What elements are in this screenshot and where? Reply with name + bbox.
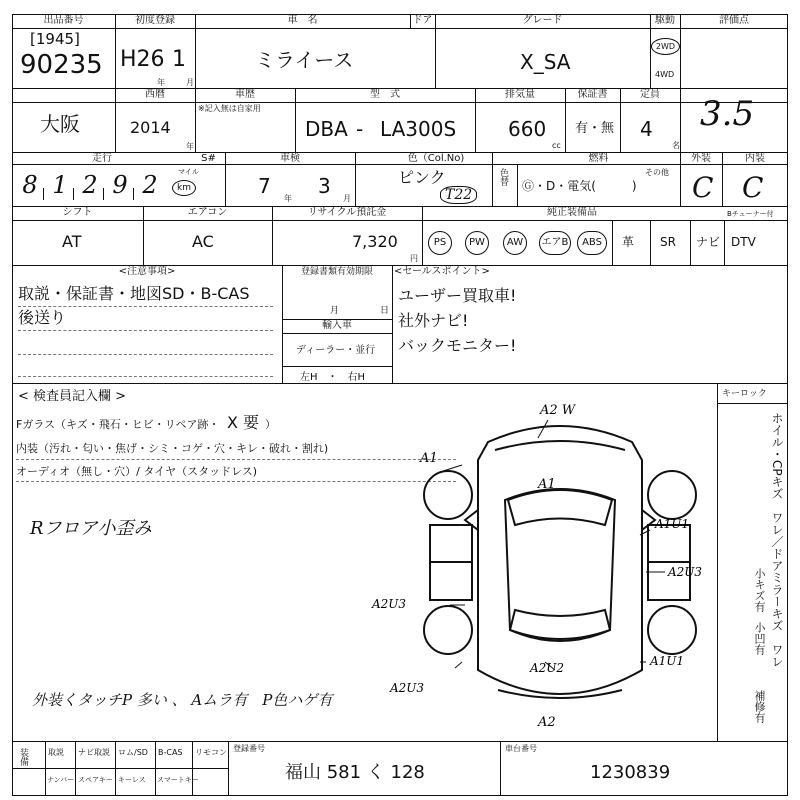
mileage-digit: 1 [52, 171, 68, 199]
drive-2wd-circled: 2WD [651, 38, 680, 55]
history-sub: ※記入無は自家用 [198, 104, 261, 113]
ac-label: エアコン [187, 207, 228, 218]
audio-line: オーディオ（無し・穴）/ タイヤ（スタッドレス) [16, 465, 258, 478]
reg-number-label: 登録番号 [233, 744, 265, 753]
equip-ps: PS [428, 231, 452, 255]
mileage-digit: 2 [82, 171, 98, 199]
handwritten-note-1: Rフロア小歪み [30, 518, 152, 539]
score-label: 評価点 [719, 15, 749, 26]
tuner-label: Bチューナー付 [727, 210, 774, 218]
footer-item-remote: リモコン [195, 748, 227, 757]
wheel-rl [424, 606, 472, 654]
note-guide [18, 354, 273, 355]
sales-label: <セールスポイント> [394, 266, 490, 277]
divider [282, 366, 392, 367]
model-prefix: DBA [305, 117, 348, 141]
car-cabin [505, 489, 615, 641]
mileage-separator [73, 188, 74, 200]
equip-navi: ナビ [696, 235, 721, 249]
equip-aw: AW [503, 231, 527, 255]
divider [12, 102, 788, 103]
divider [717, 383, 718, 741]
lot-small: [1945] [30, 30, 80, 48]
footer-item-bcas: B-CAS [158, 748, 183, 757]
insp-guide [16, 459, 456, 460]
steering-value: 左H ・ 右H [300, 372, 366, 383]
color-code: T22 [440, 186, 477, 204]
glass-line: Fガラス（キズ・飛石・ヒビ・リペア跡・ [16, 418, 220, 431]
car-rear-window [510, 610, 610, 639]
dmg-label-a2w: A2 W [540, 403, 576, 418]
divider [690, 220, 691, 265]
dmg-label-a2u2: A2U2 [530, 661, 565, 675]
divider [517, 164, 518, 206]
reg-month: 月 [330, 306, 340, 316]
mileage-separator [133, 188, 134, 200]
insp-guide [16, 481, 456, 482]
reg-day: 日 [380, 306, 390, 316]
glass-close: ） [265, 418, 276, 431]
divider [502, 220, 788, 221]
dmg-label-a2-rear: A2 [538, 715, 556, 730]
divider [155, 741, 156, 796]
dmg-label-a1-top: A1 [420, 451, 438, 466]
interior-score: C [742, 171, 764, 204]
note-guide [18, 376, 273, 377]
divider [12, 28, 788, 29]
dmg-label-a2u3-right: A2U3 [668, 565, 703, 579]
registration-label: 登録書類有効期限 [300, 267, 373, 277]
ac: AC [192, 232, 214, 251]
divider [724, 220, 725, 265]
recycle-label: リサイクル預託金 [307, 207, 387, 218]
equip-pw: PW [465, 231, 489, 255]
car-windshield [508, 490, 612, 525]
exterior-score: C [692, 171, 714, 204]
footer-item-number: ナンバー [47, 776, 75, 784]
footer-equip-label: 装備 [18, 748, 28, 766]
serial-number: 1230839 [590, 762, 671, 783]
first-reg-month: 1 [172, 47, 186, 72]
model-dash: - [356, 117, 364, 141]
person-unit: 名 [672, 141, 680, 150]
car-name: ミライース [255, 48, 354, 72]
cc-unit: cc [552, 141, 561, 150]
shift: AT [62, 232, 82, 251]
divider [717, 403, 788, 404]
dmg-label-a1-hood: A1 [538, 477, 556, 492]
inspection-year: 7 [258, 174, 271, 198]
equip-leather: 革 [622, 235, 635, 249]
warranty-value: 有・無 [575, 121, 615, 136]
unit-km-circled: km [172, 180, 196, 196]
wheel-fr [648, 471, 696, 519]
car-damage-diagram [372, 400, 710, 735]
year-western: 2014 [130, 118, 171, 137]
grade-label: グレード [522, 15, 563, 26]
capacity: 4 [640, 117, 653, 141]
fuel-other: その他 [645, 168, 669, 177]
footer-item-romsd: ロム/SD [118, 748, 148, 757]
dmg-label-a2u3-low: A2U3 [390, 681, 425, 695]
sales-line-2: 社外ナビ! [398, 311, 469, 330]
equip-sr: SR [660, 235, 676, 249]
first-reg-era: H26 [120, 47, 165, 72]
inspection-month: 3 [318, 174, 331, 198]
footer-item-keyless: キーレス [118, 776, 146, 784]
location: 大阪 [40, 112, 80, 136]
inspection-year-unit: 年 [284, 194, 292, 203]
divider [12, 741, 788, 742]
lot-label: 出品番号 [43, 15, 84, 26]
mileage-digit: 2 [142, 171, 158, 199]
drive-label: 駆動 [655, 15, 675, 26]
footer-item-navi-manual: ナビ取説 [78, 748, 110, 757]
side-legend-2: 小キズ有 [753, 568, 766, 612]
mileage-digit: 8 [22, 171, 38, 199]
color-change: 色替 [498, 168, 508, 186]
displacement-label: 排気量 [505, 89, 535, 100]
footer-item-manual: 取説 [48, 748, 64, 757]
interior-line: 内装（汚れ・匂い・焦げ・シミ・コゲ・穴・キレ・破れ・割れ) [16, 442, 329, 455]
divider [45, 741, 46, 796]
mileage-separator [43, 188, 44, 200]
fuel-options: Ⓖ・D・電気( ) [522, 179, 637, 193]
unit-mile: マイル [178, 168, 199, 176]
sales-line-1: ユーザー買取車! [398, 286, 517, 305]
recycle-amount: 7,320 [352, 232, 398, 251]
dmg-label-a2u3-left: A2U3 [372, 597, 407, 611]
warranty-label: 保証書 [577, 89, 608, 100]
footer-item-smartkey: スマートキー [157, 776, 199, 784]
caution-label: <注意事項> [118, 266, 176, 277]
divider [192, 741, 193, 796]
serial-label: 車台番号 [505, 744, 537, 753]
divider [680, 14, 681, 152]
side-legend-4: 補修有 [753, 690, 766, 723]
key-lock-label: キーロック [722, 389, 767, 399]
inspection-title: < 検査員記入欄 > [18, 389, 127, 404]
sales-line-3: バックモニター! [398, 336, 517, 355]
mileage-label: 走行 [92, 153, 112, 164]
month-unit: 月 [186, 78, 194, 87]
mileage-flag: S# [201, 153, 216, 164]
car-body-outline [478, 426, 642, 694]
mileage-digit: 9 [112, 171, 128, 199]
note-guide [18, 306, 273, 307]
dmg-label-a1u1-right: A1U1 [655, 517, 690, 531]
side-legend-3: 小凹有 [753, 622, 766, 655]
shift-label: シフト [62, 207, 93, 218]
divider [12, 383, 788, 384]
wheel-rr [648, 606, 696, 654]
footer-item-sparekey: スペアキー [78, 776, 113, 784]
car-name-label: 車 名 [287, 15, 318, 26]
score-handwritten: 3.5 [700, 94, 755, 134]
divider [228, 741, 229, 796]
divider [612, 220, 613, 265]
caution-line-2: 後送り [18, 308, 67, 327]
yen-unit: 円 [410, 254, 418, 263]
import-label: 輸入車 [322, 320, 352, 331]
equipment-label: 純正装備品 [547, 207, 597, 218]
divider [75, 741, 76, 796]
caution-line-1: 取説・保証書・地図SD・B-CAS [18, 284, 250, 303]
inspection-month-unit: 月 [343, 194, 351, 203]
color-label: 色（Col.No) [407, 153, 465, 164]
dmg-label-a1u1-low: A1U1 [650, 654, 685, 668]
mileage-separator [103, 188, 104, 200]
door-label: ドア [412, 15, 433, 26]
side-legend-1: ホイル・CPキズ ワレ／ドアミラーキズ ワレ [770, 412, 784, 668]
displacement: 660 [508, 117, 547, 141]
reg-number: 福山 581 く 128 [285, 762, 425, 783]
model-code: LA300S [380, 117, 457, 141]
divider [282, 333, 392, 334]
divider [115, 741, 116, 796]
capacity-label: 定員 [640, 89, 660, 100]
interior-label: 内装 [745, 153, 765, 164]
history-label: 車歴 [235, 89, 255, 100]
inspection-label: 車検 [280, 153, 300, 164]
grade: X_SA [520, 50, 571, 74]
seireki-label: 西暦 [145, 89, 165, 100]
glass-mark: X 要 [227, 413, 260, 432]
equip-dtv: DTV [731, 235, 756, 249]
note-guide [18, 330, 273, 331]
mileage-digits [18, 170, 188, 200]
model-label: 型 式 [370, 89, 400, 100]
color: ピンク [398, 168, 446, 187]
equip-abs: ABS [577, 231, 607, 255]
divider [650, 220, 651, 265]
divider [392, 265, 393, 383]
car-hood-line [495, 441, 625, 450]
divider [500, 741, 501, 796]
drive-4wd: 4WD [655, 70, 675, 79]
wheel-fl [424, 471, 472, 519]
year-unit: 年 [157, 78, 165, 87]
year-unit-2: 年 [186, 142, 194, 151]
fuel-label: 燃料 [588, 153, 609, 164]
divider [115, 14, 116, 152]
lot-number: 90235 [20, 50, 103, 80]
first-reg-label: 初度登録 [135, 15, 175, 26]
equip-airbag: エアB [539, 231, 571, 255]
handwritten-note-2: 外装くタッチP 多い 、 Aムラ有 P色ハゲ有 [32, 691, 333, 709]
exterior-label: 外装 [691, 153, 711, 164]
import-value: ディーラー・並行 [296, 345, 376, 356]
